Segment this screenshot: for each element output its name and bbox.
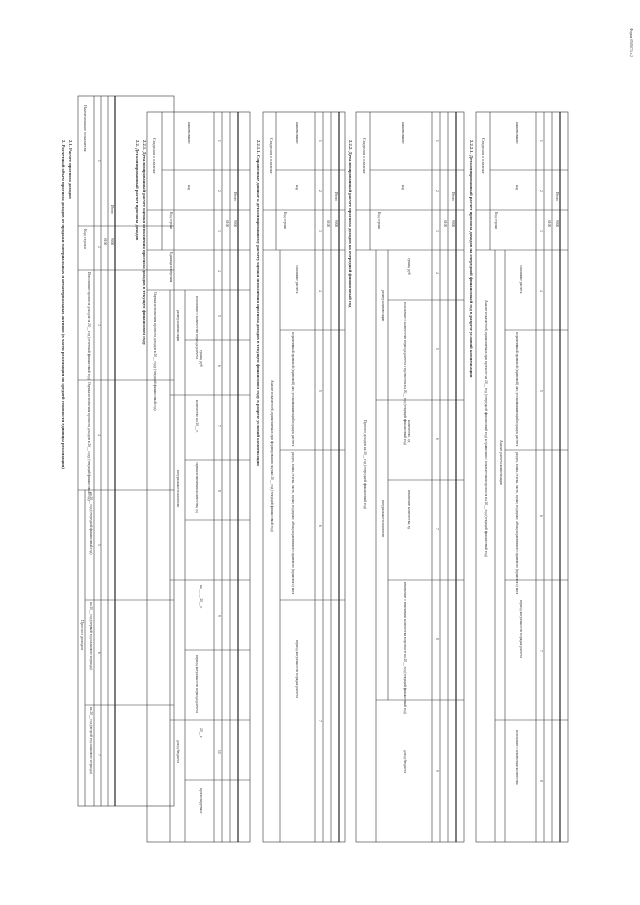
t221-header-estimate: Оценка исполнения прогноза доходов в 20__ году (текущий финансовый год) xyxy=(153,292,157,411)
t221-header-date1: на __ __ 20__ г. xyxy=(199,585,203,609)
t222-header-budget: доход бюджета xyxy=(403,750,407,774)
t222-code-row: 0100 xyxy=(443,220,447,228)
heading-2-2: 2.2. Детализированный расчет прогноза доходов xyxy=(135,140,140,241)
t222-header-natural: натуральные показатели xyxy=(381,500,385,538)
t21-header-code: Код строки xyxy=(83,229,88,249)
t2221-header-basis: основание расчета xyxy=(519,265,523,294)
t221-header-name: наименование xyxy=(187,122,191,144)
t222-header-comp: размер компенсации xyxy=(381,290,385,322)
t2221-num-1: 1 xyxy=(539,140,543,142)
t222-header-rowcode: Код строки xyxy=(377,212,381,230)
t222-header-qty-change: изменение количества, ед xyxy=(407,490,411,530)
t21-num-2: 2 xyxy=(97,246,101,248)
t222-num-5: 5 xyxy=(435,348,439,350)
t221-total-label: Итого xyxy=(233,192,237,202)
t2211-num-3: 3 xyxy=(318,230,322,232)
t21-num-7: 7 xyxy=(97,754,101,756)
t21-total-label: Итого xyxy=(110,205,114,215)
t2211-header-basis: основание расчета xyxy=(295,265,299,294)
t2211-num-5: 5 xyxy=(318,390,322,392)
t21-header-y1: на 20__ год (очередной финансовый год) xyxy=(89,492,93,555)
t222-num-1: 1 xyxy=(435,140,439,142)
t221-header-basis: положение о количестве периода расчета xyxy=(195,296,199,359)
t21-code-row: 0100 xyxy=(103,238,107,246)
t221-header-budget: доход бюджета xyxy=(176,740,180,764)
t2211-header-code-col: код xyxy=(295,185,299,191)
t221-num-9: 9 xyxy=(217,615,221,617)
t21-num-3: 3 xyxy=(97,324,101,326)
t222-header-change-txt: положение о количестве периода расчета с прогнозом на 20__ год (текущий финансовый год) xyxy=(403,302,407,446)
t221-header-info: Сведения о платеже xyxy=(152,138,157,174)
t2211-header-info: Сведения о платеже xyxy=(269,138,274,174)
t221-num-7: 7 xyxy=(217,425,221,427)
t2221-total-code: 9000 xyxy=(555,220,559,228)
t222-header-qty-change-full: изменение о изменении количества в прогнозе на 20__ год (текущий финансовый год) xyxy=(403,582,407,714)
t222-num-6: 6 xyxy=(435,438,439,440)
t2221-code-row: 0100 xyxy=(547,220,551,228)
t2221-header-info: Сведения о платеже xyxy=(481,138,486,174)
t2221-num-5: 5 xyxy=(539,390,543,392)
heading-2-2-1-1: 2.2.1.1. Справочные данные к детализированному расчету оценки исполнения прогноза доходов в текущем финансовом году в разрезе условий компенсации xyxy=(256,140,261,466)
t221-num-6: 6 xyxy=(217,365,221,367)
t2221-num-6: 6 xyxy=(539,515,543,517)
t21-num-6: 6 xyxy=(97,652,101,654)
heading-2: 2. Расчетный объем прогноза доходов от продажи материальных и нематериальных активов (в части реализации по средней стоимости единицы реализации) xyxy=(61,140,66,469)
t222-header-name: наименование xyxy=(401,122,405,144)
t222-header-code-col: код xyxy=(401,185,405,191)
t221-num-5: 5 xyxy=(217,315,221,317)
t2221-header-normative: нормативный правовой (правовой) акт, устанавливающий порядок расчета xyxy=(515,332,519,447)
t221-code-row: 0100 xyxy=(225,220,229,228)
t221-header-period: период актуальности периода расчета xyxy=(195,655,199,713)
t222-num-8: 8 xyxy=(435,638,439,640)
t2221-header-analysis: Анализ показателей, применяемых при прогнозе на 20__ год (очередной финансовый год) в сравнении с показателями прогноза на 20__ год (текущий финансовый год) xyxy=(484,300,488,557)
t222-num-9: 9 xyxy=(435,770,439,772)
t221-num-3: 3 xyxy=(217,230,221,232)
t222-total-label: Итого xyxy=(451,192,455,202)
t222-num-2: 2 xyxy=(435,190,439,192)
t2211-num-6: 6 xyxy=(318,525,322,527)
t2211-num-4: 4 xyxy=(318,290,322,292)
t21-num-4: 4 xyxy=(97,434,101,436)
t2221-num-4: 4 xyxy=(539,290,543,292)
form-label: Форма 0503074 с.2 xyxy=(629,28,633,57)
t222-num-4: 4 xyxy=(435,272,439,274)
t2221-header-rowcode: Код строки xyxy=(494,212,498,230)
t2211-header-name: наименование xyxy=(295,122,299,144)
t222-total-code: 9000 xyxy=(451,220,455,228)
t2211-header-analysis: Анализ показателей, применяемых при формировании оценки 20__ год (текущий финансовый год) xyxy=(270,380,274,532)
t221-header-date2: 20__ г. xyxy=(199,728,203,739)
t2211-num-2: 2 xyxy=(318,190,322,192)
t222-num-3: 3 xyxy=(435,230,439,232)
t222-header-qty: количество, ед xyxy=(407,420,411,443)
t2221-header-period: период актуальности порядка расчета xyxy=(519,600,523,658)
t221-header-unit: Единица измерения xyxy=(169,252,173,283)
t222-header-sum: сумма, руб xyxy=(407,258,411,275)
t222-header-forecast: Прогноз доходов на 20__ год (очередной финансовый год) xyxy=(363,420,367,510)
t21-header-estimate: Оценка исполнения прогноза доходов в 20__ году (текущий финансовый год) xyxy=(87,382,91,501)
t221-num-8: 8 xyxy=(217,490,221,492)
t222-header-info: Сведения о платеже xyxy=(362,138,367,174)
t21-header-name: Наименование показателя xyxy=(83,105,88,152)
t2221-num-3: 3 xyxy=(539,230,543,232)
t2211-header-normative: нормативный правовой (правовой) акт, устанавливающий порядок расчета xyxy=(291,332,295,447)
t21-num-5: 5 xyxy=(97,544,101,546)
t221-header-qty: количество на 20__ г. xyxy=(195,400,199,433)
t221-header-comp: размер компенсации xyxy=(176,310,180,342)
t2221-num-2: 2 xyxy=(539,190,543,192)
t21-header-exec: Исполнение прогноза доходов за 20__ год (отчетный финансовый год) xyxy=(87,272,91,380)
t221-header-natural: натуральные показатели xyxy=(176,470,180,508)
t2211-total-code: 9000 xyxy=(334,220,338,228)
t221-total-code: 9000 xyxy=(233,220,237,228)
t2211-header-section: раздел, глава, статья, часть, пункт, подпункт, абзац нормативного правового (правового) акта xyxy=(291,452,295,595)
t221-num-10: 10 xyxy=(217,750,221,754)
t221-header-forecasted: прогнозируемые xyxy=(199,788,203,814)
t21-header-y2: на 20__ год (первый год планового периода) xyxy=(89,602,93,670)
heading-2-1: 2.1. Расчет прогноза доходов xyxy=(68,140,73,199)
t222-num-7: 7 xyxy=(435,528,439,530)
t2221-total-label: Итого xyxy=(555,192,559,202)
t2211-total-label: Итого xyxy=(334,192,338,202)
t221-header-sum: сумма, руб xyxy=(199,350,203,367)
t21-total-code: 9000 xyxy=(110,238,114,246)
t2221-header-section: раздел, глава, статья, часть, пункт, подпункт, абзац нормативного правового (правового) акта xyxy=(515,452,519,595)
t2221-header-change: Анализ расчета компенсации xyxy=(499,440,503,485)
heading-2-2-1: 2.2.1. Детализированный расчет оценки исполнения прогноза доходов в текущем финансовом году xyxy=(142,140,147,346)
t221-header-qty-est: оценка изменения количества, ед xyxy=(195,462,199,513)
t221-num-1: 1 xyxy=(217,140,221,142)
t221-header-code-col: код xyxy=(187,185,191,191)
t2211-num-1: 1 xyxy=(318,140,322,142)
t2221-header-change-qty: положение о изменении количества xyxy=(515,730,519,785)
t221-num-2: 2 xyxy=(217,190,221,192)
t2211-header-period: период актуальности порядка расчета xyxy=(295,640,299,698)
t2211-num-7: 7 xyxy=(318,720,322,722)
t21-header-y3: на 20__ год (второй год планового периода) xyxy=(89,707,93,774)
t21-num-1: 1 xyxy=(97,160,101,162)
t21-header-forecast: Прогноз доходов xyxy=(80,620,85,651)
t2211-code-row: 0100 xyxy=(326,220,330,228)
heading-2-2-2: 2.2.2. Детализированный расчет прогноза доходов на очередной финансовый год xyxy=(348,140,353,308)
t221-header-rowcode: Код строки xyxy=(169,212,173,230)
t2221-num-8: 8 xyxy=(539,780,543,782)
heading-2-2-2-1: 2.2.2.1. Детализированный расчет прогноза доходов на очередной финансовый год в разрезе условий компенсации xyxy=(469,140,474,378)
t2221-header-name: наименование xyxy=(515,122,519,144)
t2221-header-code-col: код xyxy=(515,185,519,191)
t2221-num-7: 7 xyxy=(539,650,543,652)
t221-num-4: 4 xyxy=(217,270,221,272)
t2211-header-rowcode: Код строки xyxy=(283,212,287,230)
